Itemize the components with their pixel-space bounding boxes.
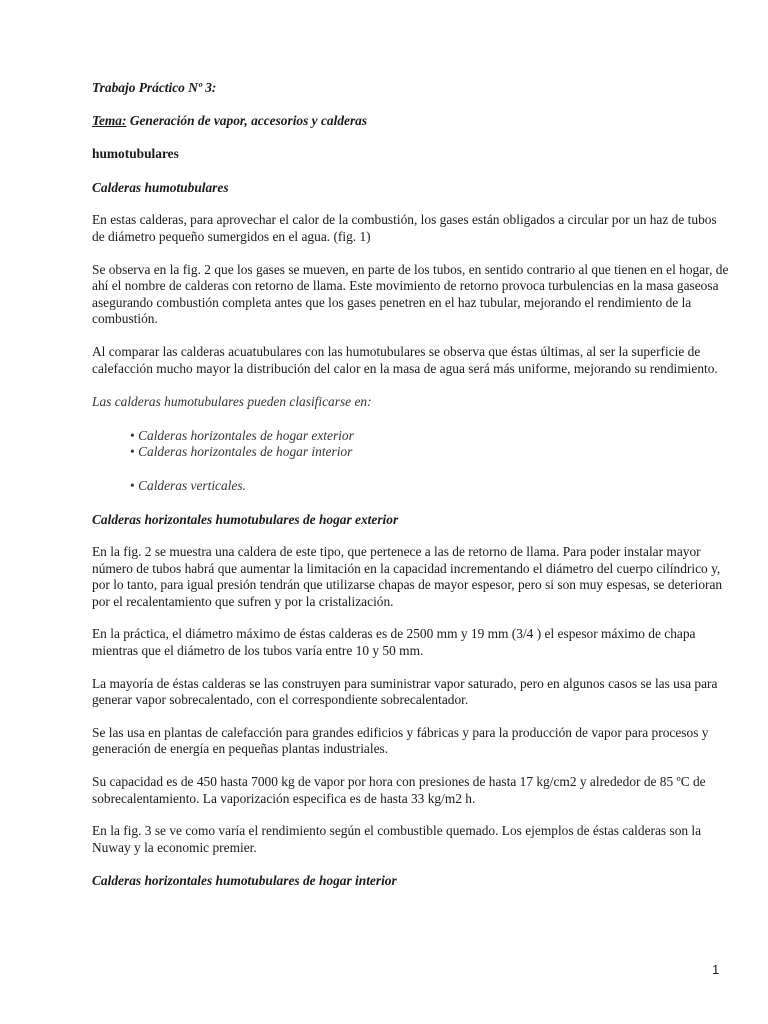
document-page [92, 80, 732, 890]
paragraph-6: La mayoría de éstas calderas se las construyen para suministrar vapor saturado, pero en algunos casos se las usa para generar vapor sobrecalentado, con el correspondiente sobrecalentador. [92, 675, 718, 708]
bullet-icon: • [130, 444, 135, 460]
paragraph-8: Su capacidad es de 450 hasta 7000 kg de vapor por hora con presiones de hasta 17 kg/cm2 y alrededor de 85 ºC de sobrecalentamiento. La vaporización especifica es de hasta 33 kg/m2 h. [92, 774, 706, 806]
paragraph-3: Al comparar las calderas acuatubulares con las humotubulares se observa que éstas últimas, al ser la superficie de calefacción mucho mayor la distribución del calor en la masa de agua será más uniforme, mejorando su rendimiento. [92, 343, 718, 376]
section-heading-hogar-exterior: Calderas horizontales humotubulares de hogar exterior [92, 511, 399, 527]
bullet-icon: • [130, 477, 135, 493]
list-item: • Calderas horizontales de hogar interior [130, 444, 353, 460]
paragraph-7: Se las usa en plantas de calefacción para grandes edificios y fábricas y para la producción de vapor para procesos y generación de energía en pequeñas plantas industriales. [92, 724, 709, 757]
classification-list [92, 428, 732, 495]
subtitle: humotubulares [92, 146, 179, 162]
page-number: 1 [712, 962, 720, 977]
classification-intro: Las calderas humotubulares pueden clasificarse en: [92, 394, 372, 410]
bullet-icon: • [130, 427, 135, 443]
list-item: • Calderas horizontales de hogar exterior [130, 427, 354, 443]
paragraph-5: En la práctica, el diámetro máximo de éstas calderas es de 2500 mm y 19 mm (3/4 ) el espesor máximo de chapa mientras que el diámetro de los tubos varía entre 10 y 50 mm. [92, 626, 696, 659]
paragraph-2: Se observa en la fig. 2 que los gases se mueven, en parte de los tubos, en sentido contrario al que tienen en el hogar, de ahí el nombre de calderas con retorno de llama. Este movimiento de retorno provoca turbulencias en la masa gaseosa asegurando combustión completa antes que los gases penetren en el haz tubular, mejorando el rendimiento de la combustión. [92, 261, 729, 327]
tema-line [92, 113, 732, 130]
paragraph-4: En la fig. 2 se muestra una caldera de este tipo, que pertenece a las de retorno de llama. Para poder instalar mayor número de tubos habrá que aumentar la limitación en la capacidad incrementando el diámetro del cuerpo cilíndrico y, por lo tanto, para igual presión tendrán que utilizarse chapas de mayor espesor, pero si son muy espesas, se deterioran por el recalentamiento que sufren y por la cristalización. [92, 544, 723, 609]
paragraph-1: En estas calderas, para aprovechar el calor de la combustión, los gases están obligados a circular por un haz de tubos de diámetro pequeño sumergidos en el agua. (fig. 1) [92, 212, 717, 244]
document-title: Trabajo Práctico Nº 3: [92, 80, 217, 95]
tema-label: Tema: [92, 112, 127, 128]
list-item: • Calderas verticales. [130, 477, 246, 493]
section-heading-hogar-interior: Calderas horizontales humotubulares de hogar interior [92, 873, 397, 889]
paragraph-9: En la fig. 3 se ve como varía el rendimiento según el combustible quemado. Los ejemplos de éstas calderas son la Nuway y la economic premier. [92, 823, 702, 855]
section-heading-humotubulares: Calderas humotubulares [92, 179, 229, 195]
tema-text: Generación de vapor, accesorios y calderas [126, 112, 368, 128]
